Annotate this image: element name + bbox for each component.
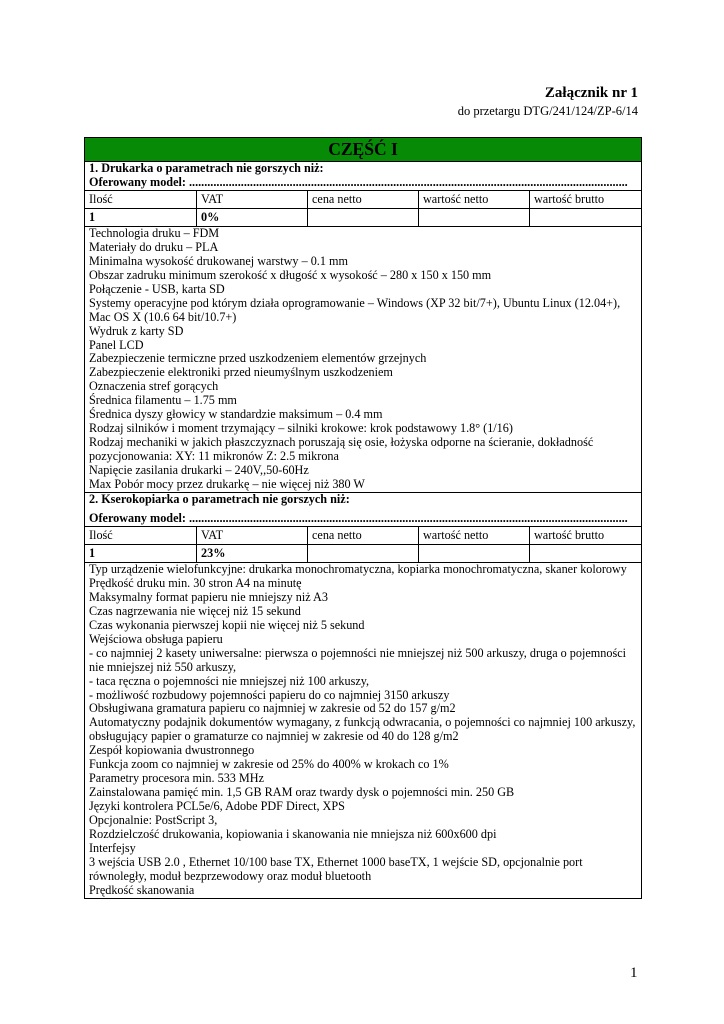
spec-line: Opcjonalnie: PostScript 3, xyxy=(89,813,218,828)
spec-line: Systemy operacyjne pod którym działa oprogramowanie – Windows (XP 32 bit/7+), Ubuntu Linux (12.04+), Mac OS X (10.6 64 bit/10.7+) xyxy=(89,295,621,324)
quantity-value: 1 xyxy=(85,544,197,562)
col-net-price: cena netto xyxy=(308,526,419,544)
section-2-value-row xyxy=(85,544,642,562)
tender-reference: do przetargu DTG/241/124/ZP-6/14 xyxy=(457,104,638,118)
spec-line: - taca ręczna o pojemności nie mniejszej niż 100 arkuszy, xyxy=(89,673,370,688)
specification-table xyxy=(84,137,642,899)
section-1-specs xyxy=(85,226,642,492)
section-1-value-row xyxy=(85,208,642,226)
spec-line: Zespół kopiowania dwustronnego xyxy=(89,743,255,758)
col-quantity: Ilość xyxy=(85,190,197,208)
quantity-value: 1 xyxy=(85,208,197,226)
spec-line: - co najmniej 2 kasety uniwersalne: pierwsza o pojemności nie mniejszej niż 500 arkuszy, druga o pojemności nie mniejszej niż 550 arkuszy, xyxy=(89,645,626,674)
part-title: CZĘŚĆ I xyxy=(85,138,642,162)
spec-line: Średnica filamentu – 1.75 mm xyxy=(89,393,237,408)
col-vat: VAT xyxy=(197,526,308,544)
spec-line: Zainstalowana pamięć min. 1,5 GB RAM oraz twardy dysk o pojemności min. 250 GB xyxy=(89,785,515,800)
spec-line: Max Pobór mocy przez drukarkę – nie więcej niż 380 W xyxy=(89,477,365,492)
spec-line: 3 wejścia USB 2.0 , Ethernet 10/100 base TX, Ethernet 1000 baseTX, 1 wejście SD, opcjonalnie port równoległy, moduł bezprzewodowy oraz moduł bluetooth xyxy=(89,854,583,883)
section-2-header xyxy=(85,493,642,527)
spec-line: Wejściowa obsługa papieru xyxy=(89,631,223,646)
spec-line: Napięcie zasilania drukarki – 240V,,50-60Hz xyxy=(89,463,309,478)
net-price-value xyxy=(308,544,419,562)
spec-line: Czas wykonania pierwszej kopii nie więcej niż 5 sekund xyxy=(89,617,365,632)
spec-line: Czas nagrzewania nie więcej niż 15 sekund xyxy=(89,603,301,618)
page-number: 1 xyxy=(630,965,638,981)
spec-line: Minimalna wysokość drukowanej warstwy – 0.1 mm xyxy=(89,253,348,268)
section-2-column-headers xyxy=(85,526,642,544)
spec-line: Połączenie - USB, karta SD xyxy=(89,281,225,296)
gross-value-value xyxy=(530,208,642,226)
gross-value-value xyxy=(530,544,642,562)
vat-value: 23% xyxy=(197,544,308,562)
section-2-heading: 2. Kserokopiarka o parametrach nie gorszych niż: xyxy=(89,492,350,507)
section-1-column-headers xyxy=(85,190,642,208)
spec-line: Oznaczenia stref gorących xyxy=(89,379,219,394)
spec-line: Typ urządzenie wielofunkcyjne: drukarka monochromatyczna, kopiarka monochromatyczna, skaner kolorowy xyxy=(89,561,627,576)
spec-line: Maksymalny format papieru nie mniejszy niż A3 xyxy=(89,589,328,604)
spec-line: - możliwość rozbudowy pojemności papieru do co najmniej 3150 arkuszy xyxy=(89,687,450,702)
spec-line: Rodzaj mechaniki w jakich płaszczyznach poruszają się osie, łożyska odporne na ścieranie, dokładność pozycjonowania: XY: 11 mikronów Z: 2.5 mikrona xyxy=(89,435,594,464)
spec-line: Rodzaj silników i moment trzymający – silniki krokowe: krok podstawowy 1.8° (1/16) xyxy=(89,421,513,436)
spec-line: Panel LCD xyxy=(89,337,144,352)
spec-line: Rozdzielczość drukowania, kopiowania i skanowania nie mniejsza niż 600x600 dpi xyxy=(89,827,497,842)
attachment-title: Załącznik nr 1 xyxy=(544,85,638,101)
spec-line: Parametry procesora min. 533 MHz xyxy=(89,771,264,786)
col-gross-value: wartość brutto xyxy=(530,526,642,544)
section-2-specs xyxy=(85,562,642,898)
spec-line: Prędkość skanowania xyxy=(89,882,195,897)
spec-line: Obsługiwana gramatura papieru co najmniej w zakresie od 52 do 157 g/m2 xyxy=(89,701,456,716)
col-quantity: Ilość xyxy=(85,526,197,544)
spec-line: Zabezpieczenie elektroniki przed nieumyślnym uszkodzeniem xyxy=(89,365,393,380)
spec-line: Technologia druku – FDM xyxy=(89,225,220,240)
spec-line: Prędkość druku min. 30 stron A4 na minutę xyxy=(89,575,302,590)
col-gross-value: wartość brutto xyxy=(530,190,642,208)
col-net-value: wartość netto xyxy=(419,526,530,544)
section-1-model-field: Oferowany model: ................................................................................................................................................ xyxy=(89,174,628,189)
col-net-value: wartość netto xyxy=(419,190,530,208)
spec-line: Automatyczny podajnik dokumentów wymagany, z funkcją odwracania, o pojemności co najmniej 100 arkuszy, obsługujący papier o gramaturze co najmniej w zakresie od 40 do 128 g/m2 xyxy=(89,715,636,744)
spec-line: Języki kontrolera PCL5e/6, Adobe PDF Direct, XPS xyxy=(89,799,345,814)
spec-line: Zabezpieczenie termiczne przed uszkodzeniem elementów grzejnych xyxy=(89,351,427,366)
col-net-price: cena netto xyxy=(308,190,419,208)
spec-line: Interfejsy xyxy=(89,840,136,855)
net-value-value xyxy=(419,544,530,562)
net-price-value xyxy=(308,208,419,226)
spec-line: Średnica dyszy głowicy w standardzie maksimum – 0.4 mm xyxy=(89,407,383,422)
vat-value: 0% xyxy=(197,208,308,226)
net-value-value xyxy=(419,208,530,226)
section-2-model-field: Oferowany model: ................................................................................................................................................ xyxy=(89,510,628,525)
spec-line: Materiały do druku – PLA xyxy=(89,239,219,254)
section-1-heading: 1. Drukarka o parametrach nie gorszych niż: xyxy=(89,161,324,175)
spec-line: Wydruk z karty SD xyxy=(89,323,184,338)
spec-line: Funkcja zoom co najmniej w zakresie od 25% do 400% w krokach co 1% xyxy=(89,757,449,772)
col-vat: VAT xyxy=(197,190,308,208)
section-1-header xyxy=(85,162,642,191)
spec-line: Obszar zadruku minimum szerokość x długość x wysokość – 280 x 150 x 150 mm xyxy=(89,267,492,282)
